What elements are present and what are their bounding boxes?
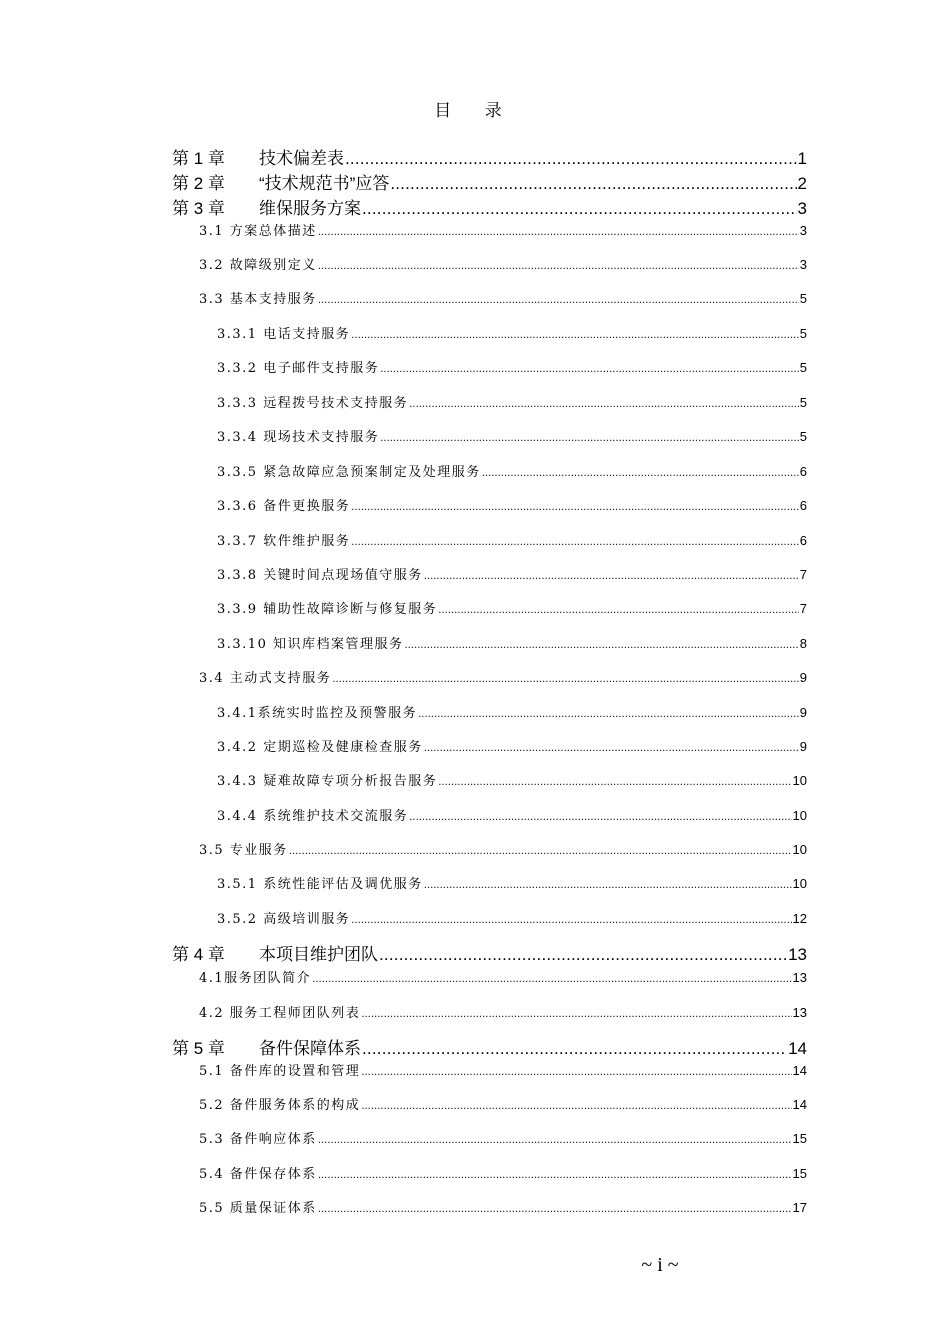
page-number: 7 [799, 567, 807, 582]
chapter-title: “技术规范书”应答 [259, 174, 390, 193]
section-label: 3.4.4 系统维护技术交流服务 [217, 809, 409, 824]
page-number: 14 [788, 1039, 807, 1058]
toc-section[interactable] [199, 839, 807, 859]
toc-subsection[interactable] [217, 461, 807, 481]
dot-leader [362, 1039, 787, 1059]
page-number: 5 [799, 360, 807, 375]
toc-chapter-3[interactable] [172, 194, 807, 218]
section-label: 3.4.2 定期巡检及健康检查服务 [217, 740, 423, 755]
page-number: 6 [799, 533, 807, 548]
toc-subsection[interactable] [217, 770, 807, 790]
dot-leader [438, 605, 799, 616]
dot-leader [379, 945, 787, 965]
chapter-title: 备件保障体系 [259, 1039, 361, 1058]
dot-leader [361, 1067, 791, 1078]
dot-leader [380, 433, 799, 444]
dot-leader [409, 812, 791, 823]
page-number: 3 [799, 223, 807, 238]
section-label: 3.4.3 疑难故障专项分析报告服务 [217, 774, 438, 789]
page-number: 7 [799, 601, 807, 616]
dot-leader [318, 295, 799, 306]
page-number: 1 [797, 149, 807, 168]
dot-leader [289, 846, 792, 857]
section-label: 4.1服务团队简介 [199, 971, 312, 986]
dot-leader [345, 149, 797, 169]
toc-section[interactable] [199, 1128, 807, 1148]
toc-subsection[interactable] [217, 392, 807, 412]
toc-subsection[interactable] [217, 702, 807, 722]
section-label: 3.3.1 电话支持服务 [217, 327, 351, 342]
dot-leader [312, 974, 791, 985]
page-number: 15 [792, 1131, 807, 1146]
dot-leader [424, 880, 792, 891]
dot-leader [318, 1135, 792, 1146]
section-label: 3.3.7 软件维护服务 [217, 534, 351, 549]
toc-subsection[interactable] [217, 736, 807, 756]
page-number: 10 [792, 808, 807, 823]
toc-section[interactable] [199, 1197, 807, 1217]
page-number: 14 [792, 1097, 807, 1112]
dot-leader [318, 1204, 792, 1215]
section-label: 3.2 故障级别定义 [199, 258, 317, 273]
toc-subsection[interactable] [217, 633, 807, 653]
dot-leader [390, 174, 796, 194]
section-label: 5.3 备件响应体系 [199, 1132, 317, 1147]
toc-subsection[interactable] [217, 805, 807, 825]
dot-leader [351, 502, 799, 513]
toc-chapter-1[interactable] [172, 144, 807, 168]
page-number: 2 [797, 174, 807, 193]
chapter-number: 第 4 章 [172, 945, 225, 964]
toc-chapter-5[interactable] [172, 1034, 807, 1058]
toc-subsection[interactable] [217, 598, 807, 618]
page-number: 17 [792, 1200, 807, 1215]
section-label: 3.5.2 高级培训服务 [217, 912, 351, 927]
page-number: 5 [799, 326, 807, 341]
toc-section[interactable] [199, 220, 807, 240]
chapter-title: 本项目维护团队 [259, 945, 378, 964]
dot-leader [351, 330, 799, 341]
toc-section[interactable] [199, 288, 807, 308]
page-number: 14 [792, 1063, 807, 1078]
page-number: 3 [797, 199, 807, 218]
dot-leader [361, 1009, 791, 1020]
page-number: 13 [792, 1005, 807, 1020]
toc-section[interactable] [199, 1002, 807, 1022]
chapter-number: 第 5 章 [172, 1039, 225, 1058]
chapter-number: 第 3 章 [172, 199, 225, 218]
section-label: 3.3.5 紧急故障应急预案制定及处理服务 [217, 465, 481, 480]
toc-subsection[interactable] [217, 357, 807, 377]
section-label: 3.4.1系统实时监控及预警服务 [217, 706, 418, 721]
dot-leader [361, 1101, 791, 1112]
toc-subsection[interactable] [217, 323, 807, 343]
dot-leader [409, 399, 799, 410]
page-number: 5 [799, 429, 807, 444]
page-number: 6 [799, 464, 807, 479]
page-number: 8 [799, 636, 807, 651]
page-number: 10 [792, 842, 807, 857]
page-number: 5 [799, 395, 807, 410]
dot-leader [362, 199, 797, 219]
dot-leader [318, 227, 799, 238]
dot-leader [438, 777, 791, 788]
section-label: 3.3.4 现场技术支持服务 [217, 430, 380, 445]
chapter-title: 维保服务方案 [259, 199, 361, 218]
dot-leader [332, 674, 798, 685]
dot-leader [380, 364, 799, 375]
page-number: 13 [792, 970, 807, 985]
section-label: 3.3.10 知识库档案管理服务 [217, 637, 404, 652]
page-number: 6 [799, 498, 807, 513]
toc-chapter-2[interactable] [172, 169, 807, 193]
toc-section[interactable] [199, 1094, 807, 1114]
section-label: 4.2 服务工程师团队列表 [199, 1006, 361, 1021]
dot-leader [351, 537, 799, 548]
section-label: 3.3.8 关键时间点现场值守服务 [217, 568, 423, 583]
page-number: 10 [792, 773, 807, 788]
dot-leader [424, 571, 799, 582]
section-label: 3.4 主动式支持服务 [199, 671, 332, 686]
section-label: 3.5 专业服务 [199, 843, 288, 858]
dot-leader [418, 709, 799, 720]
section-label: 3.3.9 辅助性故障诊断与修复服务 [217, 602, 438, 617]
section-label: 5.1 备件库的设置和管理 [199, 1064, 361, 1079]
chapter-number: 第 2 章 [172, 174, 225, 193]
dot-leader [404, 640, 798, 651]
section-label: 3.3.2 电子邮件支持服务 [217, 361, 380, 376]
toc-title: 目 录 [434, 101, 516, 121]
dot-leader [318, 1170, 792, 1181]
toc-section[interactable] [199, 254, 807, 274]
section-label: 3.3 基本支持服务 [199, 292, 317, 307]
section-label: 3.5.1 系统性能评估及调优服务 [217, 877, 423, 892]
dot-leader [482, 468, 799, 479]
toc-section[interactable] [199, 1163, 807, 1183]
page-number: 15 [792, 1166, 807, 1181]
page-number: 12 [792, 911, 807, 926]
toc-subsection[interactable] [217, 495, 807, 515]
section-label: 5.2 备件服务体系的构成 [199, 1098, 361, 1113]
section-label: 3.3.3 远程拨号技术支持服务 [217, 396, 409, 411]
chapter-title: 技术偏差表 [259, 149, 344, 168]
toc-section[interactable] [199, 967, 807, 987]
toc-subsection[interactable] [217, 873, 807, 893]
toc-chapter-4[interactable] [172, 940, 807, 964]
page-footer-number: ~ i ~ [641, 1254, 679, 1276]
section-label: 5.4 备件保存体系 [199, 1167, 317, 1182]
section-label: 5.5 质量保证体系 [199, 1201, 317, 1216]
page-number: 5 [799, 291, 807, 306]
toc-section[interactable] [199, 667, 807, 687]
chapter-number: 第 1 章 [172, 149, 225, 168]
page-number: 13 [788, 945, 807, 964]
page-number: 3 [799, 257, 807, 272]
dot-leader [424, 743, 799, 754]
toc-subsection[interactable] [217, 564, 807, 584]
toc-subsection[interactable] [217, 908, 807, 928]
toc-subsection[interactable] [217, 530, 807, 550]
toc-subsection[interactable] [217, 426, 807, 446]
page-number: 10 [792, 876, 807, 891]
page-number: 9 [799, 739, 807, 754]
dot-leader [351, 915, 791, 926]
section-label: 3.3.6 备件更换服务 [217, 499, 351, 514]
page-number: 9 [799, 670, 807, 685]
toc-section[interactable] [199, 1060, 807, 1080]
section-label: 3.1 方案总体描述 [199, 224, 317, 239]
page-number: 9 [799, 705, 807, 720]
dot-leader [318, 261, 799, 272]
